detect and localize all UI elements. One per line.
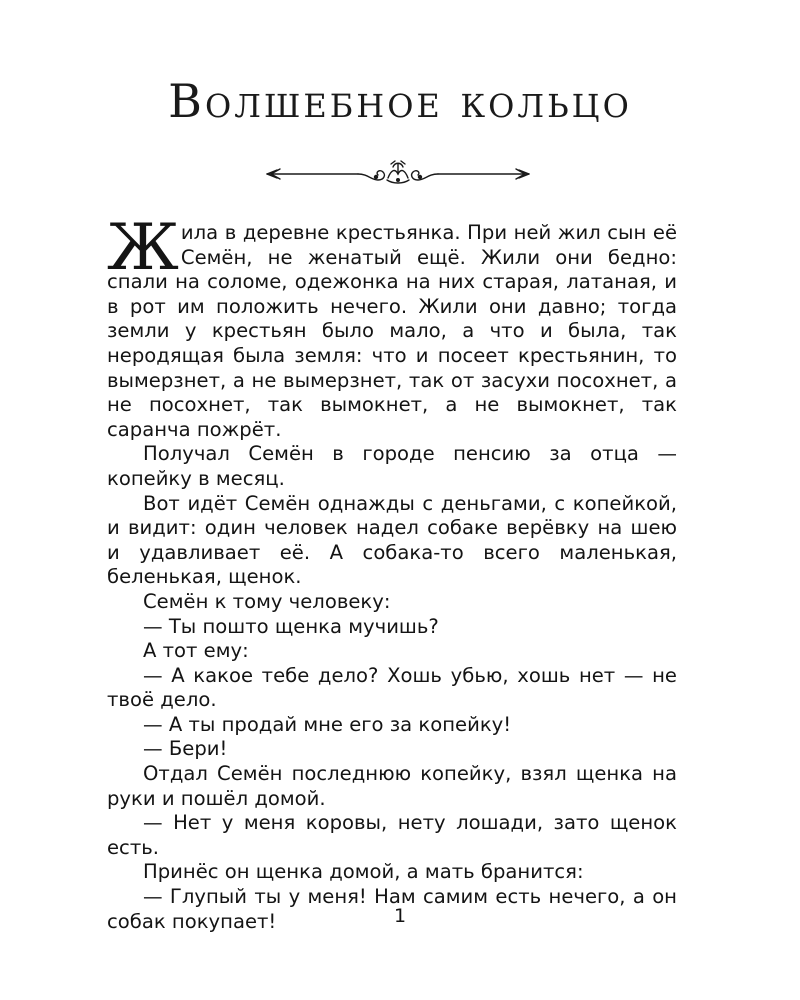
paragraph: — Нет у меня коровы, нету лошади, зато щенок есть.	[107, 811, 677, 859]
paragraph: — Глупый ты у меня! Нам самим есть нечего, а он собак покупает!	[107, 885, 677, 933]
paragraph: Получал Семён в городе пенсию за отца — копейку в месяц.	[107, 442, 677, 490]
paragraph: А тот ему:	[143, 639, 249, 663]
paragraph: — Ты пошто щенка мучишь?	[143, 614, 439, 638]
chapter-title: Волшебное кольцо	[168, 74, 632, 128]
ornament-divider-icon	[263, 158, 533, 190]
paragraph: Жила в деревне крестьянка. При ней жил сын её Семён, не женатый ещё. Жили они бедно: спали на соломе, одежонка на них старая, латаная, и в рот им положить нечего. Жили они давно; тогда земли у крестьян было мало, а что и была, так неродящая была земля: что и посеет крестьянин, то вымерзнет, а не вымерзнет, так от засухи посохнет, а не посохнет, так вымокнет, а не вымокнет, так саранча пожрёт.	[107, 211, 677, 441]
page-number: 1	[393, 905, 407, 927]
paragraph: — Бери!	[143, 737, 228, 761]
paragraph: Вот идёт Семён однажды с деньгами, с копейкой, и видит: один человек надел собаке верёвку на шею и удавливает её. А собака-то всего маленькая, беленькая, щенок.	[107, 491, 677, 589]
dropcap-letter: Ж	[107, 211, 179, 285]
paragraph: — А какое тебе дело? Хошь убью, хошь нет — не твоё дело.	[107, 663, 677, 712]
paragraph: — А ты продай мне его за копейку!	[143, 712, 512, 736]
paragraph: Принёс он щенка домой, а мать бранится:	[143, 860, 584, 884]
paragraph: Семён к тому человеку:	[143, 589, 391, 613]
story-text	[107, 211, 677, 934]
paragraph: Отдал Семён последнюю копейку, взял щенка на руки и пошёл домой.	[107, 762, 677, 810]
